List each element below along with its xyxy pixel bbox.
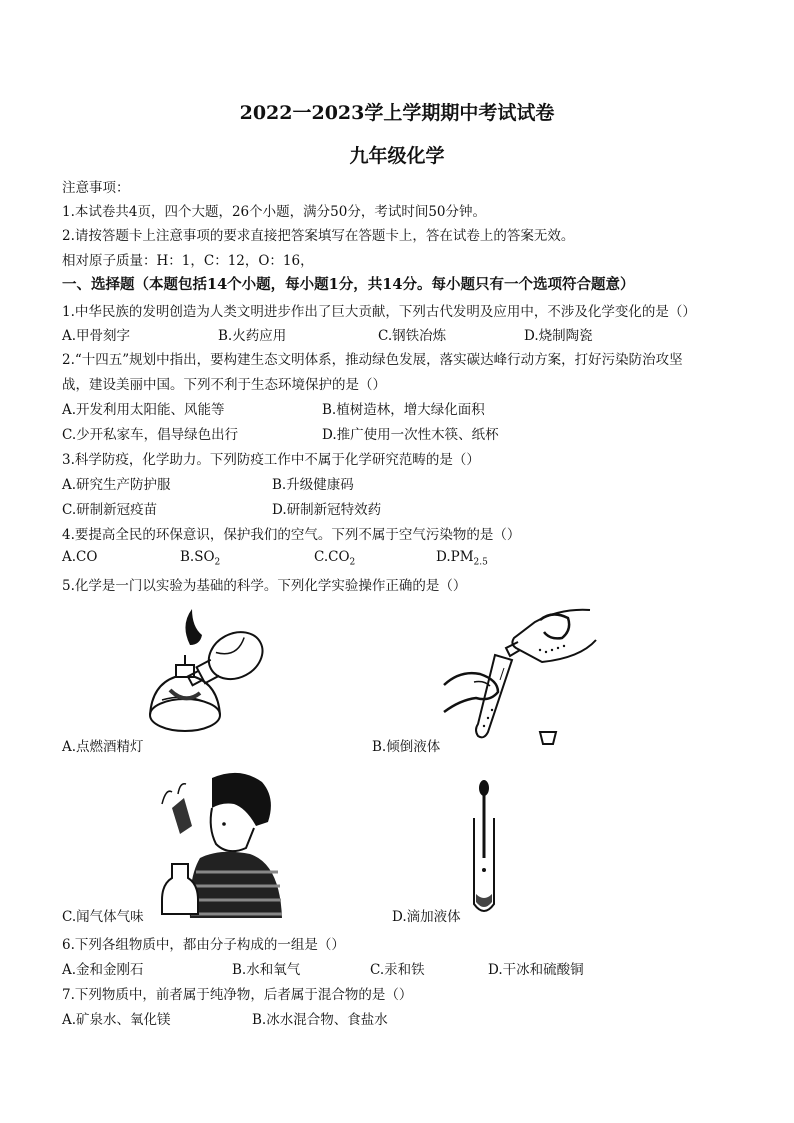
q2-option-d: D.推广使用一次性木筷、纸杯 [322,427,499,443]
atomic-mass: 相对原子质量：H：1，C：12，O：16， [62,253,314,269]
q4-stem: 4.要提高全民的环保意识，保护我们的空气。下列不属于空气污染物的是（） [62,527,521,543]
q3-stem: 3.科学防疫，化学助力。下列防疫工作中不属于化学研究范畴的是（） [62,452,480,468]
q5-option-d: D.滴加液体 [392,909,461,925]
q1-stem: 1.中华民族的发明创造为人类文明进步作出了巨大贡献，下列古代发明及应用中，不涉及化学变化的是（） [62,304,696,320]
q6-option-c: C.汞和铁 [370,962,425,978]
q1-option-d: D.烧制陶瓷 [524,328,593,344]
q1-option-a: A.甲骨刻字 [62,328,131,344]
pouring-liquid-illustration [440,600,600,750]
q5-option-b: B.倾倒液体 [372,739,441,755]
q2-option-a: A.开发利用太阳能、风能等 [62,402,225,418]
dropping-liquid-illustration [464,778,504,918]
section-heading: 一、选择题（本题包括14个小题，每小题1分，共14分。每小题只有一个选项符合题意） [62,276,635,293]
q6-option-b: B.水和氧气 [232,962,301,978]
q1-option-b: B.火药应用 [218,328,287,344]
q6-option-d: D.干冰和硫酸铜 [488,962,584,978]
q4-option-b: $B.SO_2$ [180,549,221,568]
q4-option-a: A.CO [62,549,98,565]
smelling-gas-illustration [150,768,290,918]
q3-option-a: A.研究生产防护服 [62,477,171,493]
note-item: 2.请按答题卡上注意事项的要求直接把答案填写在答题卡上，答在试卷上的答案无效。 [62,228,575,244]
q2-option-b: B.植树造林，增大绿化面积 [322,402,485,418]
exam-title: 2022一2023学上学期期中考试试卷 [239,102,555,124]
q6-stem: 6.下列各组物质中，都由分子构成的一组是（） [62,937,345,953]
q5-option-c: C.闻气体气味 [62,909,144,925]
q4-option-c: $C.CO_2$ [314,549,356,568]
q3-option-c: C.研制新冠疫苗 [62,502,158,518]
q1-option-c: C.钢铁冶炼 [378,328,447,344]
q3-option-b: B.升级健康码 [272,477,354,493]
q7-stem: 7.下列物质中，前者属于纯净物，后者属于混合物的是（） [62,987,413,1003]
note-item: 1.本试卷共4页，四个大题，26个小题，满分50分，考试时间50分钟。 [62,204,487,220]
q4-option-d: $D.PM_{2.5}$ [436,549,488,568]
q2-option-c: C.少开私家车，倡导绿色出行 [62,427,239,443]
exam-subtitle: 九年级化学 [349,145,445,167]
q2-stem-line1: 2.“十四五”规划中指出，要构建生态文明体系，推动绿色发展，落实碳达峰行动方案，打好污染防治攻坚 [62,352,683,368]
q6-option-a: A.金和金刚石 [62,962,144,978]
q5-option-a: A.点燃酒精灯 [62,739,144,755]
q7-option-b: B.冰水混合物、食盐水 [252,1012,388,1028]
q7-option-a: A.矿泉水、氧化镁 [62,1012,171,1028]
q5-stem: 5.化学是一门以实验为基础的科学。下列化学实验操作正确的是（） [62,578,467,594]
alcohol-lamp-illustration [140,605,280,745]
notes-heading: 注意事项： [62,180,130,196]
q2-stem-line2: 战，建设美丽中国。下列不利于生态环境保护的是（） [62,377,386,393]
q3-option-d: D.研制新冠特效药 [272,502,382,518]
